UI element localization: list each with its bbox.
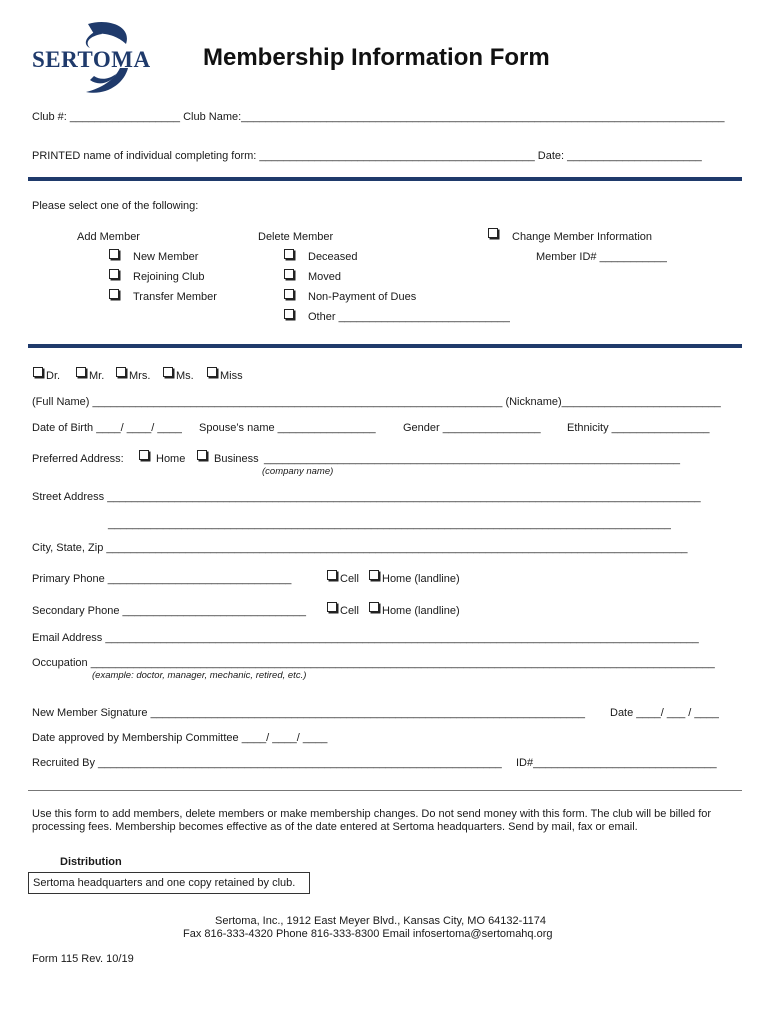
company-name-hint: (company name) [262, 466, 334, 477]
home-address-label: Home [156, 453, 186, 465]
company-name-field[interactable]: ____________________________________________________________________ [264, 453, 681, 465]
change-info-checkbox[interactable] [488, 228, 498, 238]
other-label[interactable]: Other ____________________________ [308, 311, 510, 323]
deceased-label: Deceased [308, 251, 358, 263]
secondary-phone-field[interactable]: Secondary Phone ______________________________ [32, 605, 307, 617]
occupation-field[interactable]: Occupation ______________________________________________________________________________________________________ [32, 657, 715, 669]
ethnicity-field[interactable]: Ethnicity ________________ [567, 422, 710, 434]
non-payment-checkbox[interactable] [284, 289, 294, 299]
footer-divider [28, 790, 742, 791]
title-miss-checkbox[interactable] [207, 367, 217, 377]
new-member-checkbox[interactable] [109, 249, 119, 259]
other-checkbox[interactable] [284, 309, 294, 319]
primary-phone-field[interactable]: Primary Phone ______________________________ [32, 573, 292, 585]
distribution-heading: Distribution [60, 856, 122, 868]
primary-home-checkbox[interactable] [369, 570, 379, 580]
occupation-hint: (example: doctor, manager, mechanic, retired, etc.) [92, 670, 307, 681]
member-id-field[interactable]: Member ID# ___________ [536, 251, 667, 263]
printed-name-line[interactable]: PRINTED name of individual completing form: _____________________________________________ Date: ______________________ [32, 150, 702, 162]
secondary-home-label: Home (landline) [382, 605, 460, 617]
distribution-box [28, 872, 310, 894]
hq-contact: Fax 816-333-4320 Phone 816-333-8300 Email infosertoma@sertomahq.org [183, 928, 553, 940]
logo-text: SERTOMA [32, 47, 151, 72]
title-mr-checkbox[interactable] [76, 367, 86, 377]
moved-checkbox[interactable] [284, 269, 294, 279]
street-address-field[interactable]: Street Address _________________________________________________________________________________________________ [32, 491, 701, 503]
primary-home-label: Home (landline) [382, 573, 460, 585]
full-name-field[interactable]: (Full Name) ___________________________________________________________________ (Nickname)__________________________ [32, 396, 721, 408]
rejoining-club-label: Rejoining Club [133, 271, 205, 283]
street-address-line-2[interactable]: ____________________________________________________________________________________________ [108, 518, 671, 530]
add-member-heading: Add Member [77, 231, 140, 243]
transfer-member-label: Transfer Member [133, 291, 217, 303]
moved-label: Moved [308, 271, 342, 283]
secondary-home-checkbox[interactable] [369, 602, 379, 612]
rejoining-club-checkbox[interactable] [109, 269, 119, 279]
distribution-text: Sertoma headquarters and one copy retained by club. [33, 877, 296, 889]
deceased-checkbox[interactable] [284, 249, 294, 259]
title-mrs-label: Mrs. [129, 370, 151, 382]
city-state-zip-field[interactable]: City, State, Zip _______________________________________________________________________________________________ [32, 542, 688, 554]
primary-cell-label: Cell [340, 573, 359, 585]
business-address-checkbox[interactable] [197, 450, 207, 460]
delete-member-heading: Delete Member [258, 231, 334, 243]
new-member-label: New Member [133, 251, 199, 263]
secondary-cell-checkbox[interactable] [327, 602, 337, 612]
signature-field[interactable]: New Member Signature _______________________________________________________________________ [32, 707, 585, 719]
instructions-line-2: processing fees. Membership becomes effective as of the date entered at Sertoma headquarters. Send by mail, fax or email. [32, 821, 638, 833]
club-line[interactable]: Club #: __________________ Club Name:_______________________________________________________________________________ [32, 111, 725, 123]
instructions-line-1: Use this form to add members, delete members or make membership changes. Do not send money with this form. The club will be billed for [32, 808, 712, 820]
section-divider [28, 177, 742, 181]
gender-field[interactable]: Gender ________________ [403, 422, 541, 434]
change-info-label: Change Member Information [512, 231, 653, 243]
recruiter-id-field[interactable]: ID#______________________________ [516, 757, 717, 769]
section-divider [28, 344, 742, 348]
spouse-field[interactable]: Spouse’s name ________________ [199, 422, 376, 434]
title-miss-label: Miss [220, 370, 243, 382]
primary-cell-checkbox[interactable] [327, 570, 337, 580]
title-mrs-checkbox[interactable] [116, 367, 126, 377]
hq-address: Sertoma, Inc., 1912 East Meyer Blvd., Kansas City, MO 64132-1174 [215, 915, 546, 927]
recruited-by-field[interactable]: Recruited By __________________________________________________________________ [32, 757, 502, 769]
title-mr-label: Mr. [89, 370, 105, 382]
approved-date-field[interactable]: Date approved by Membership Committee ____/ ____/ ____ [32, 732, 328, 744]
signature-date-field[interactable]: Date ____/ ___ / ____ [610, 707, 719, 719]
transfer-member-checkbox[interactable] [109, 289, 119, 299]
page-title: Membership Information Form [203, 44, 550, 71]
email-field[interactable]: Email Address _________________________________________________________________________________________________ [32, 632, 699, 644]
title-ms-checkbox[interactable] [163, 367, 173, 377]
preferred-address-label: Preferred Address: [32, 453, 124, 465]
form-number: Form 115 Rev. 10/19 [32, 953, 134, 965]
select-prompt: Please select one of the following: [32, 200, 199, 212]
home-address-checkbox[interactable] [139, 450, 149, 460]
title-dr-checkbox[interactable] [33, 367, 43, 377]
non-payment-label: Non-Payment of Dues [308, 291, 417, 303]
secondary-cell-label: Cell [340, 605, 359, 617]
business-address-label: Business [214, 453, 259, 465]
title-ms-label: Ms. [176, 370, 194, 382]
dob-field[interactable]: Date of Birth ____/ ____/ ____ [32, 422, 182, 434]
title-dr-label: Dr. [46, 370, 61, 382]
